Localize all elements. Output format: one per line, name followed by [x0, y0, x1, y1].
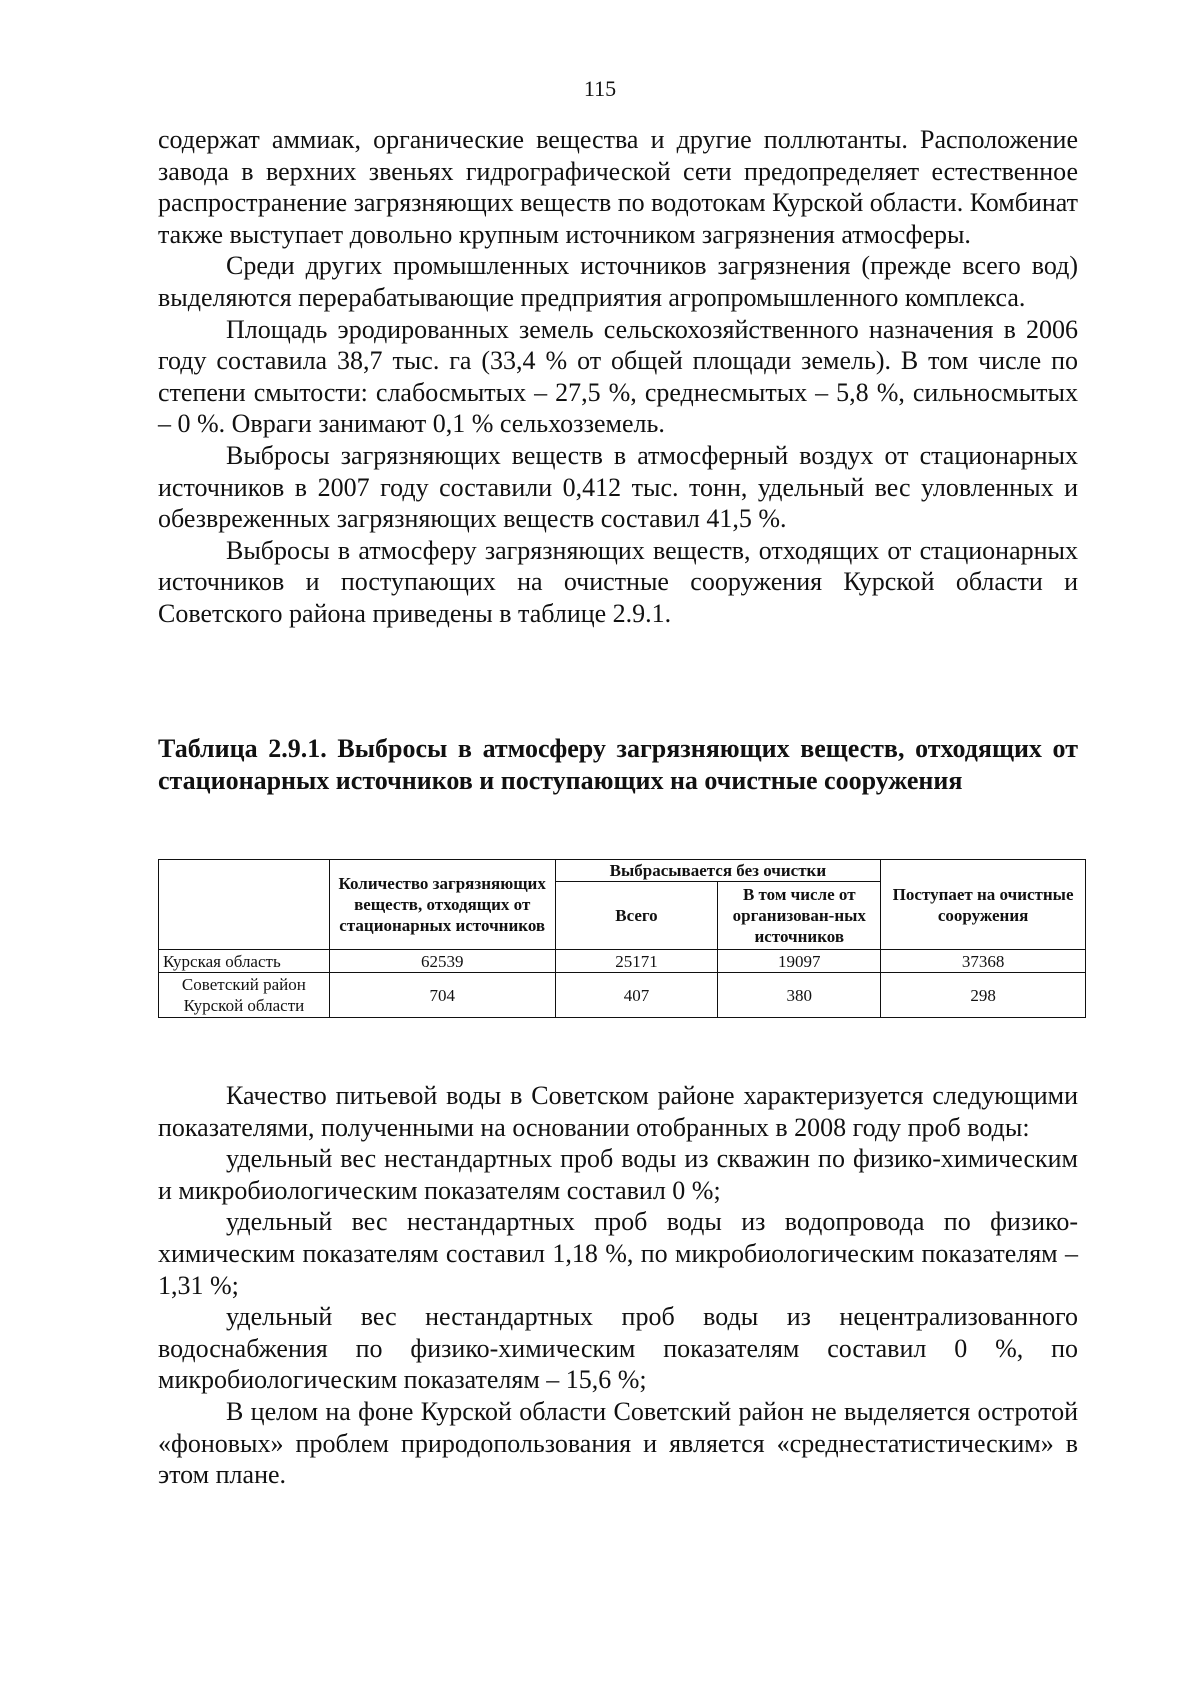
text-section-top	[158, 124, 1078, 630]
cell-total: 25171	[555, 950, 718, 973]
header-total: Всего	[555, 882, 718, 950]
paragraph-6: Качество питьевой воды в Советском районе характеризуется следующими показателями, полученными на основании отобранных в 2008 году проб воды:	[158, 1081, 1078, 1142]
header-organized: В том числе от организован-ных источников	[718, 882, 881, 950]
cell-organized: 380	[718, 973, 881, 1018]
paragraph-9: удельный вес нестандартных проб воды из нецентрализованного водоснабжения по физико-химическим показателям составил 0 %, по микробиологическим показателям – 15,6 %;	[158, 1302, 1078, 1395]
cell-treatment: 37368	[881, 950, 1086, 973]
cell-total: 407	[555, 973, 718, 1018]
cell-quantity: 62539	[329, 950, 555, 973]
table-header-row-1	[159, 860, 1086, 882]
row-label: Курская область	[159, 950, 330, 973]
paragraph-4: Выбросы загрязняющих веществ в атмосферный воздух от стационарных источников в 2007 году составили 0,412 тыс. тонн, удельный вес уловленных и обезвреженных загрязняющих веществ составил 41,5 %.	[158, 440, 1078, 534]
header-emitted: Выбрасывается без очистки	[555, 860, 881, 882]
cell-treatment: 298	[881, 973, 1086, 1018]
table-title: Таблица 2.9.1. Выбросы в атмосферу загрязняющих веществ, отходящих от стационарных источников и поступающих на очистные сооружения	[158, 734, 1078, 795]
cell-organized: 19097	[718, 950, 881, 973]
paragraph-8: удельный вес нестандартных проб воды из водопровода по физико-химическим показателям составил 1,18 %, по микробиологическим показателям – 1,31 %;	[158, 1207, 1078, 1300]
emissions-table	[158, 859, 1086, 1018]
header-quantity: Количество загрязняющих веществ, отходящих от стационарных источников	[329, 860, 555, 950]
paragraph-2: Среди других промышленных источников загрязнения (прежде всего вод) выделяются перерабатывающие предприятия агропромышленного комплекса.	[158, 251, 1078, 312]
paragraph-10: В целом на фоне Курской области Советский район не выделяется остротой «фоновых» проблем природопользования и является «среднестатистическим» в этом плане.	[158, 1396, 1078, 1490]
table-row	[159, 973, 1086, 1018]
table-row	[159, 950, 1086, 973]
header-treatment: Поступает на очистные сооружения	[881, 860, 1086, 950]
row-label: Советский район Курской области	[159, 973, 330, 1018]
text-section-bottom	[158, 1080, 1078, 1491]
cell-quantity: 704	[329, 973, 555, 1018]
header-empty-cell	[159, 860, 330, 950]
page-number: 115	[583, 76, 617, 101]
paragraph-1: содержат аммиак, органические вещества и другие поллютанты. Расположение завода в верхних звеньях гидрографической сети предопределяет естественное распространение загрязняющих веществ по водотокам Курской области. Комбинат также выступает довольно крупным источником загрязнения атмосферы.	[158, 125, 1078, 249]
paragraph-5: Выбросы в атмосферу загрязняющих веществ, отходящих от стационарных источников и поступающих на очистные сооружения Курской области и Советского района приведены в таблице 2.9.1.	[158, 535, 1078, 628]
paragraph-3: Площадь эродированных земель сельскохозяйственного назначения в 2006 году составила 38,7 тыс. га (33,4 % от общей площади земель). В том числе по степени смытости: слабосмытых – 27,5 %, среднесмытых – 5,8 %, сильносмытых – 0 %. Овраги занимают 0,1 % сельхозземель.	[158, 314, 1078, 439]
paragraph-7: удельный вес нестандартных проб воды из скважин по физико-химическим и микробиологическим показателям составил 0 %;	[158, 1144, 1078, 1205]
